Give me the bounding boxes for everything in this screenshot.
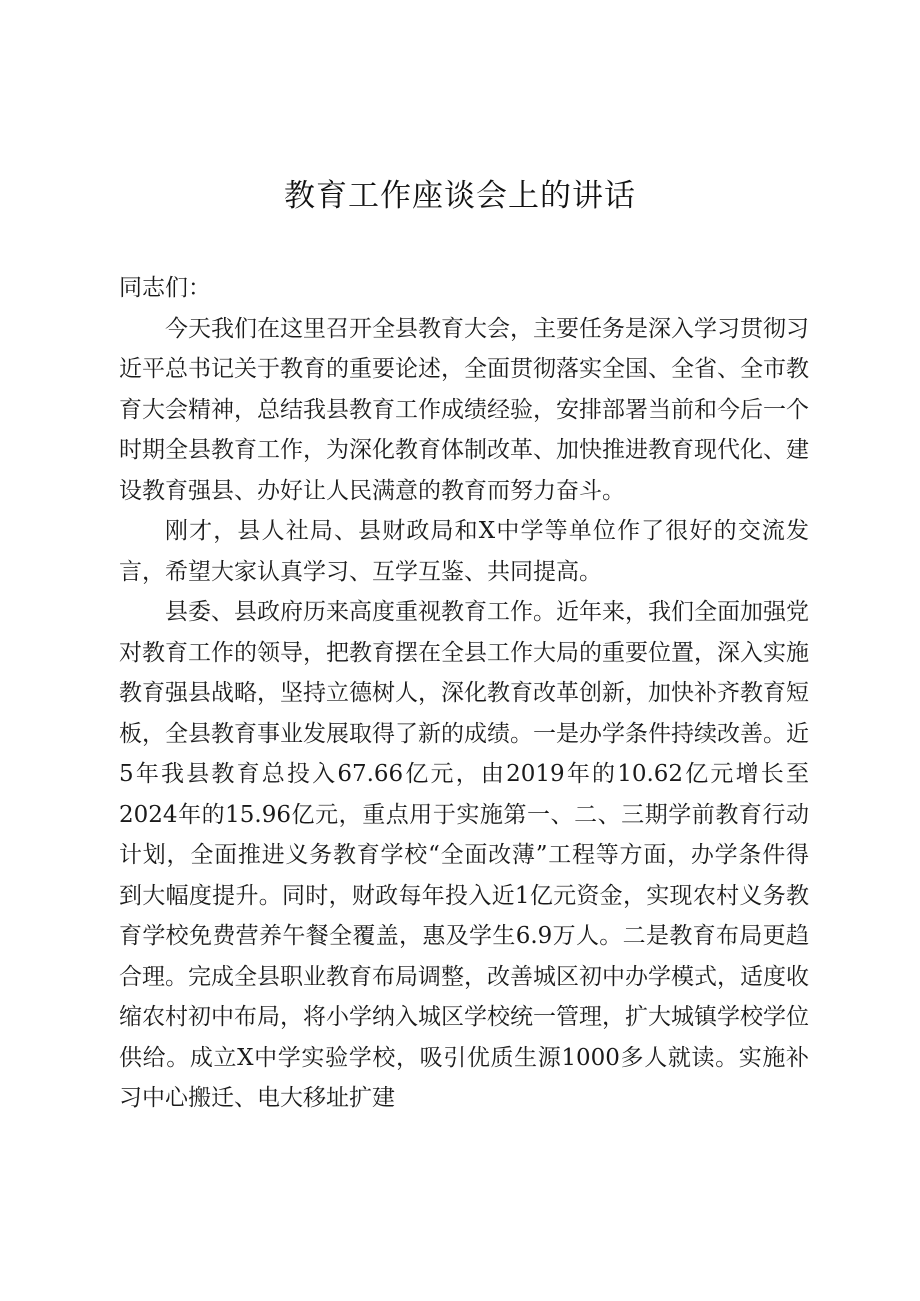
document-title: 教育工作座谈会上的讲话 — [284, 178, 636, 214]
paragraph-opening: 今天我们在这里召开全县教育大会，主要任务是深入学习贯彻习近平总书记关于教育的重要论述，全面贯彻落实全国、全省、全市教育大会精神，总结我县教育工作成绩经验，安排部署当前和今后一个时期全县教育工作，为深化教育体制改革、加快推进教育现代化、建设教育强县、办好让人民满意的教育而努力奋斗。 — [119, 315, 809, 504]
salutation: 同志们： — [119, 275, 211, 301]
paragraph-exchange-remarks: 刚才，县人社局、县财政局和X中学等单位作了很好的交流发言，希望大家认真学习、互学互鉴、共同提高。 — [119, 518, 809, 585]
paragraph-achievements: 县委、县政府历来高度重视教育工作。近年来，我们全面加强党对教育工作的领导，把教育摆在全县工作大局的重要位置，深入实施教育强县战略，坚持立德树人，深化教育改革创新，加快补齐教育短板，全县教育事业发展取得了新的成绩。一是办学条件持续改善。近5年我县教育总投入67.66亿元，由2019年的10.62亿元增长至2024年的15.96亿元，重点用于实施第一、二、三期学前教育行动计划，全面推进义务教育学校“全面改薄”工程等方面，办学条件得到大幅度提升。同时，财政每年投入近1亿元资金，实现农村义务教育学校免费营养午餐全覆盖，惠及学生6.9万人。二是教育布局更趋合理。完成全县职业教育布局调整，改善城区初中办学模式，适度收缩农村初中布局，将小学纳入城区学校统一管理，扩大城镇学校学位供给。成立X中学实验学校，吸引优质生源1000多人就读。实施补习中心搬迁、电大移址扩建 — [119, 599, 809, 1111]
document-body — [119, 268, 809, 1119]
